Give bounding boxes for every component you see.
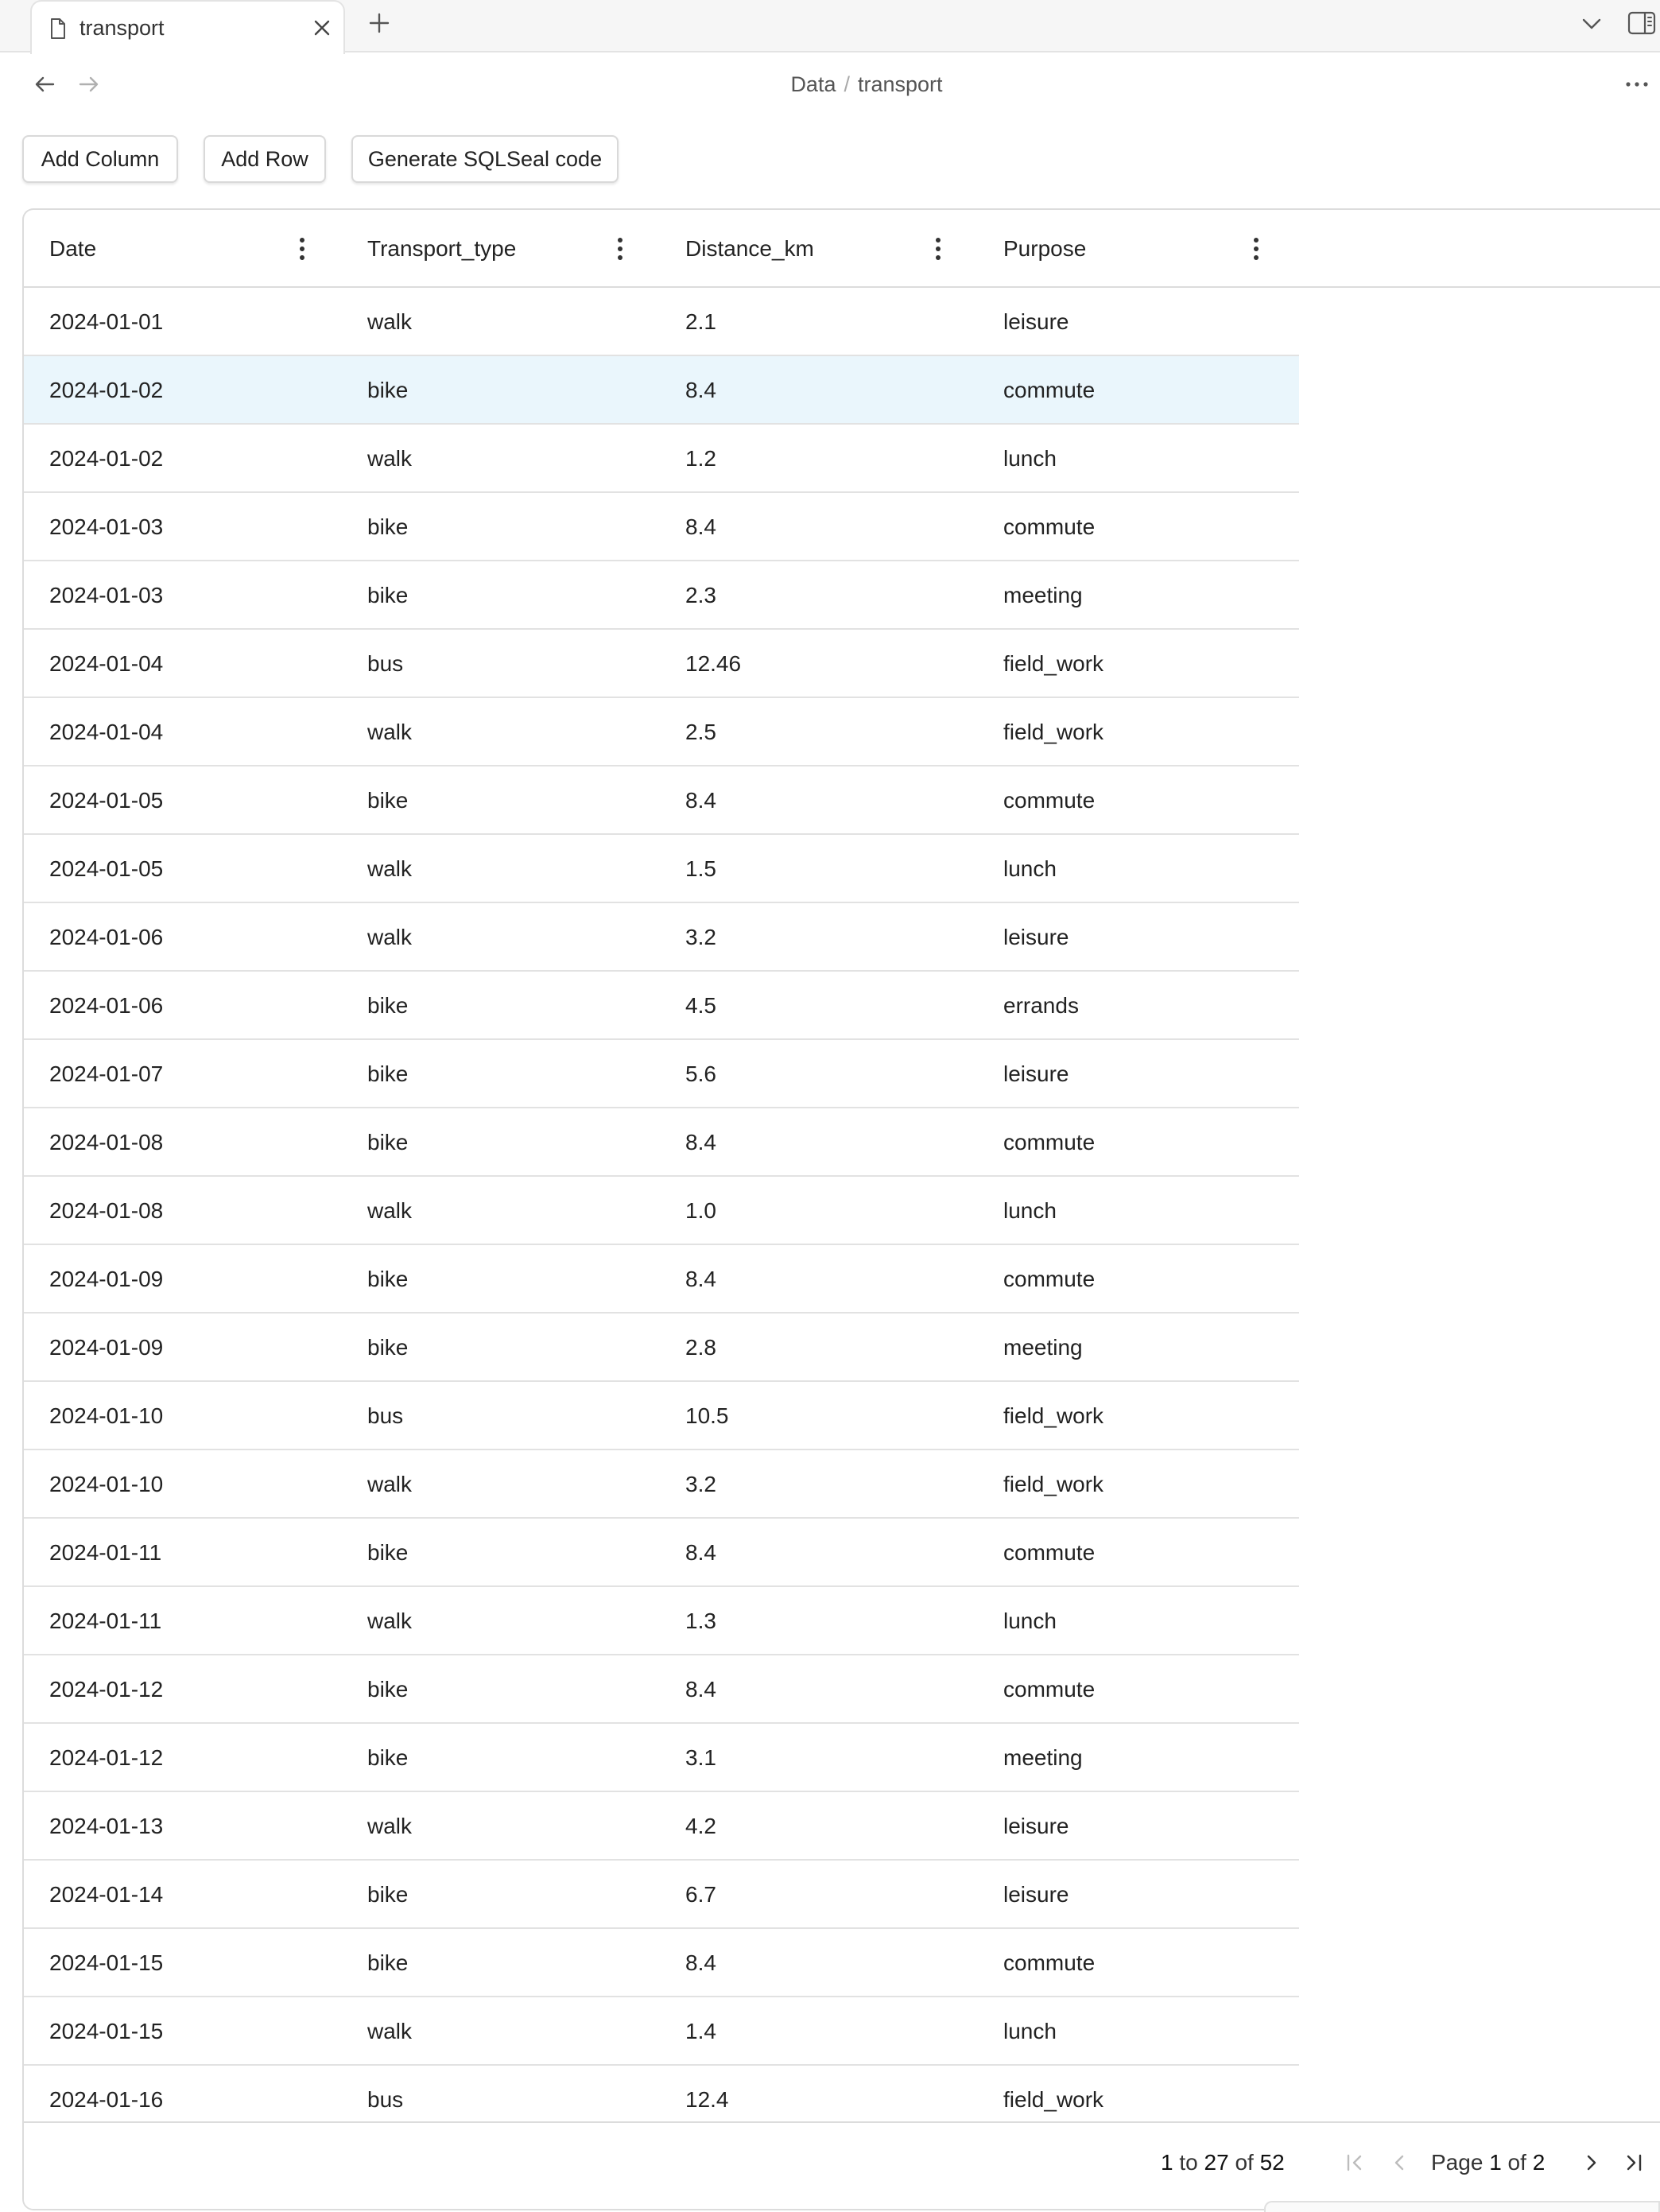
table-row[interactable] — [24, 1587, 1299, 1655]
page-indicator — [1431, 2148, 1545, 2177]
cell-distance-km[interactable]: 2.8 — [685, 1335, 716, 1360]
table-row[interactable] — [24, 1177, 1299, 1245]
cell-date[interactable]: 2024-01-11 — [49, 1540, 162, 1565]
cell-date[interactable]: 2024-01-08 — [49, 1130, 164, 1155]
cell-transport-type[interactable]: bike — [367, 514, 409, 539]
cell-transport-type[interactable]: bike — [367, 1267, 409, 1291]
cell-date[interactable]: 2024-01-01 — [49, 309, 164, 334]
table-row[interactable] — [24, 1450, 1299, 1519]
cell-transport-type[interactable]: bike — [367, 1061, 409, 1086]
cell-distance-km[interactable]: 1.5 — [685, 856, 716, 881]
last-page-icon[interactable] — [1622, 2150, 1646, 2175]
row-count-summary — [1161, 2148, 1285, 2177]
table-row[interactable] — [24, 356, 1299, 425]
range-of-label: of — [1235, 2150, 1254, 2175]
table-row[interactable] — [24, 766, 1299, 835]
cell-purpose[interactable]: meeting — [1003, 1745, 1083, 1770]
cell-purpose[interactable]: leisure — [1003, 309, 1069, 334]
range-start: 1 — [1161, 2150, 1173, 2175]
cell-date[interactable]: 2024-01-03 — [49, 583, 164, 607]
cell-purpose[interactable]: meeting — [1003, 1335, 1083, 1360]
table-row[interactable] — [24, 1314, 1299, 1382]
cell-purpose[interactable]: field_work — [1003, 720, 1104, 744]
column-header-transport-type[interactable] — [342, 210, 660, 288]
column-header-date[interactable] — [24, 210, 342, 288]
table-row[interactable] — [24, 561, 1299, 630]
cell-date[interactable]: 2024-01-10 — [49, 1403, 164, 1428]
cell-date[interactable]: 2024-01-07 — [49, 1061, 164, 1086]
cell-date[interactable]: 2024-01-12 — [49, 1745, 164, 1770]
table-row[interactable] — [24, 698, 1299, 766]
cell-purpose[interactable]: commute — [1003, 1677, 1096, 1702]
cell-transport-type[interactable]: bus — [367, 1403, 404, 1428]
cell-transport-type[interactable]: bike — [367, 1540, 409, 1565]
cell-purpose[interactable]: commute — [1003, 514, 1096, 539]
table-row[interactable] — [24, 288, 1299, 356]
cell-distance-km[interactable]: 3.2 — [685, 925, 716, 949]
data-grid — [22, 208, 1660, 2210]
cell-distance-km[interactable]: 10.5 — [685, 1403, 729, 1428]
column-header-label: Distance_km — [685, 236, 814, 261]
cell-date[interactable]: 2024-01-05 — [49, 788, 164, 813]
tab-bar — [0, 0, 1660, 52]
sidebar-toggle-icon[interactable] — [1627, 10, 1657, 37]
cell-date[interactable]: 2024-01-14 — [49, 1882, 164, 1907]
cell-distance-km[interactable]: 8.4 — [685, 788, 716, 813]
cell-purpose[interactable]: commute — [1003, 1540, 1096, 1565]
cell-date[interactable]: 2024-01-06 — [49, 993, 164, 1018]
tab-title: transport — [80, 16, 165, 40]
cell-distance-km[interactable]: 4.2 — [685, 1814, 716, 1838]
cell-transport-type[interactable]: walk — [367, 446, 413, 471]
cell-date[interactable]: 2024-01-09 — [49, 1267, 164, 1291]
cell-purpose[interactable]: field_work — [1003, 2087, 1104, 2112]
table-row[interactable] — [24, 1724, 1299, 1792]
table-row[interactable] — [24, 1929, 1299, 1997]
cell-date[interactable]: 2024-01-12 — [49, 1677, 164, 1702]
cell-date[interactable]: 2024-01-06 — [49, 925, 164, 949]
column-header-label: Purpose — [1003, 236, 1087, 261]
table-row[interactable] — [24, 1655, 1299, 1724]
cell-distance-km[interactable]: 3.1 — [685, 1745, 716, 1770]
table-row[interactable] — [24, 1382, 1299, 1450]
range-end: 27 — [1204, 2150, 1229, 2175]
total-pages: 2 — [1532, 2150, 1546, 2175]
cell-purpose[interactable]: commute — [1003, 1267, 1096, 1291]
kebab-menu-icon[interactable] — [1251, 235, 1261, 262]
cell-transport-type[interactable]: walk — [367, 1198, 413, 1223]
cell-transport-type[interactable]: bike — [367, 788, 409, 813]
cell-transport-type[interactable]: walk — [367, 1814, 413, 1838]
cell-transport-type[interactable]: walk — [367, 1609, 413, 1633]
cell-purpose[interactable]: leisure — [1003, 1814, 1069, 1838]
cell-purpose[interactable]: commute — [1003, 788, 1096, 813]
table-row[interactable] — [24, 1108, 1299, 1177]
breadcrumb-separator: / — [844, 72, 850, 96]
chevron-down-icon[interactable] — [1579, 13, 1604, 35]
cell-distance-km[interactable]: 8.4 — [685, 1267, 716, 1291]
cell-distance-km[interactable]: 12.46 — [685, 651, 742, 676]
column-header-label: Transport_type — [367, 236, 517, 261]
first-page-icon[interactable] — [1344, 2150, 1366, 2175]
chevron-right-icon[interactable] — [1580, 2150, 1603, 2175]
cell-transport-type[interactable]: bus — [367, 2087, 404, 2112]
page-of-label: of — [1507, 2150, 1526, 2175]
cell-date[interactable]: 2024-01-03 — [49, 514, 164, 539]
range-to-label: to — [1179, 2150, 1198, 2175]
plus-icon[interactable] — [367, 11, 391, 35]
table-header-row — [24, 210, 1660, 288]
tab-transport[interactable] — [30, 0, 345, 54]
cell-date[interactable]: 2024-01-11 — [49, 1609, 162, 1633]
cell-purpose[interactable]: lunch — [1003, 856, 1057, 881]
cell-purpose[interactable]: errands — [1003, 993, 1079, 1018]
cell-distance-km[interactable]: 12.4 — [685, 2087, 729, 2112]
cell-transport-type[interactable]: bike — [367, 1745, 409, 1770]
cell-transport-type[interactable]: bike — [367, 378, 409, 402]
chevron-left-icon[interactable] — [1388, 2150, 1410, 2175]
cell-distance-km[interactable]: 1.0 — [685, 1198, 716, 1223]
column-header-purpose[interactable] — [978, 210, 1299, 288]
cell-purpose[interactable]: leisure — [1003, 1882, 1069, 1907]
cell-transport-type[interactable]: bike — [367, 1677, 409, 1702]
cell-transport-type[interactable]: walk — [367, 856, 413, 881]
cell-distance-km[interactable]: 1.4 — [685, 2019, 716, 2043]
table-row[interactable] — [24, 1861, 1299, 1929]
cell-transport-type[interactable]: bike — [367, 1335, 409, 1360]
cell-date[interactable]: 2024-01-08 — [49, 1198, 164, 1223]
cell-purpose[interactable]: meeting — [1003, 583, 1083, 607]
cell-distance-km[interactable]: 2.5 — [685, 720, 716, 744]
cell-date[interactable]: 2024-01-04 — [49, 651, 164, 676]
column-header-label: Date — [49, 236, 97, 261]
cell-purpose[interactable]: field_work — [1003, 651, 1104, 676]
table-row[interactable] — [24, 1040, 1299, 1108]
cell-purpose[interactable]: commute — [1003, 1950, 1096, 1975]
cell-distance-km[interactable]: 5.6 — [685, 1061, 716, 1086]
table-row[interactable] — [24, 1519, 1299, 1587]
cell-date[interactable]: 2024-01-15 — [49, 2019, 164, 2043]
cell-date[interactable]: 2024-01-13 — [49, 1814, 164, 1838]
current-page: 1 — [1489, 2150, 1502, 2175]
view-header — [0, 54, 1660, 114]
page-label: Page — [1431, 2150, 1484, 2175]
cell-distance-km[interactable]: 6.7 — [685, 1882, 716, 1907]
cell-purpose[interactable]: lunch — [1003, 1198, 1057, 1223]
cell-distance-km[interactable]: 8.4 — [685, 1130, 716, 1155]
table-row[interactable] — [24, 425, 1299, 493]
total-rows: 52 — [1259, 2150, 1285, 2175]
cell-date[interactable]: 2024-01-15 — [49, 1950, 164, 1975]
cell-date[interactable]: 2024-01-02 — [49, 378, 164, 402]
cell-purpose[interactable]: lunch — [1003, 2019, 1057, 2043]
cell-purpose[interactable]: commute — [1003, 378, 1096, 402]
cell-date[interactable]: 2024-01-05 — [49, 856, 164, 881]
cell-distance-km[interactable]: 4.5 — [685, 993, 716, 1018]
cell-distance-km[interactable]: 8.4 — [685, 1950, 716, 1975]
column-header-distance-km[interactable] — [660, 210, 978, 288]
cell-purpose[interactable]: field_work — [1003, 1403, 1104, 1428]
cell-transport-type[interactable]: bike — [367, 993, 409, 1018]
cell-date[interactable]: 2024-01-02 — [49, 446, 164, 471]
table-row[interactable] — [24, 1245, 1299, 1314]
cell-distance-km[interactable]: 8.4 — [685, 1677, 716, 1702]
cell-distance-km[interactable]: 2.1 — [685, 309, 716, 334]
cell-distance-km[interactable]: 1.3 — [685, 1609, 716, 1633]
generate-sqlseal-code-button[interactable]: Generate SQLSeal code — [351, 135, 619, 183]
cell-distance-km[interactable]: 1.2 — [685, 446, 716, 471]
table-row[interactable] — [24, 493, 1299, 561]
cell-distance-km[interactable]: 8.4 — [685, 378, 716, 402]
table-row[interactable] — [24, 835, 1299, 903]
cell-purpose[interactable]: leisure — [1003, 925, 1069, 949]
kebab-menu-icon[interactable] — [615, 235, 625, 262]
breadcrumb — [0, 70, 1660, 99]
kebab-menu-icon[interactable] — [297, 235, 307, 262]
file-icon — [48, 17, 68, 40]
cell-transport-type[interactable]: walk — [367, 2019, 413, 2043]
table-row[interactable] — [24, 1997, 1299, 2066]
cell-purpose[interactable]: lunch — [1003, 1609, 1057, 1633]
table-row[interactable] — [24, 1792, 1299, 1861]
cell-transport-type[interactable]: bike — [367, 1950, 409, 1975]
table-body — [24, 288, 1299, 2134]
cell-transport-type[interactable]: bike — [367, 583, 409, 607]
table-row[interactable] — [24, 903, 1299, 972]
cell-date[interactable]: 2024-01-04 — [49, 720, 164, 744]
ellipsis-icon[interactable] — [1622, 72, 1652, 97]
cell-transport-type[interactable]: walk — [367, 925, 413, 949]
close-icon[interactable] — [312, 17, 332, 38]
pagination-bar — [24, 2121, 1660, 2210]
kebab-menu-icon[interactable] — [933, 235, 943, 262]
cell-distance-km[interactable]: 2.3 — [685, 583, 716, 607]
cell-transport-type[interactable]: walk — [367, 720, 413, 744]
table-row[interactable] — [24, 630, 1299, 698]
cell-transport-type[interactable]: walk — [367, 309, 413, 334]
cell-purpose[interactable]: field_work — [1003, 1472, 1104, 1496]
cell-distance-km[interactable]: 8.4 — [685, 1540, 716, 1565]
breadcrumb-parent[interactable]: Data — [790, 72, 836, 96]
cell-distance-km[interactable]: 8.4 — [685, 514, 716, 539]
cell-purpose[interactable]: lunch — [1003, 446, 1057, 471]
cell-purpose[interactable]: commute — [1003, 1130, 1096, 1155]
cell-transport-type[interactable]: bus — [367, 651, 404, 676]
table-row[interactable] — [24, 972, 1299, 1040]
cell-transport-type[interactable]: walk — [367, 1472, 413, 1496]
breadcrumb-current[interactable]: transport — [858, 72, 943, 96]
cell-distance-km[interactable]: 3.2 — [685, 1472, 716, 1496]
add-row-button[interactable]: Add Row — [204, 135, 326, 183]
cell-date[interactable]: 2024-01-16 — [49, 2087, 164, 2112]
cell-date[interactable]: 2024-01-10 — [49, 1472, 164, 1496]
cell-transport-type[interactable]: bike — [367, 1130, 409, 1155]
cell-date[interactable]: 2024-01-09 — [49, 1335, 164, 1360]
add-column-button[interactable]: Add Column — [22, 135, 178, 183]
cell-transport-type[interactable]: bike — [367, 1882, 409, 1907]
cell-purpose[interactable]: leisure — [1003, 1061, 1069, 1086]
